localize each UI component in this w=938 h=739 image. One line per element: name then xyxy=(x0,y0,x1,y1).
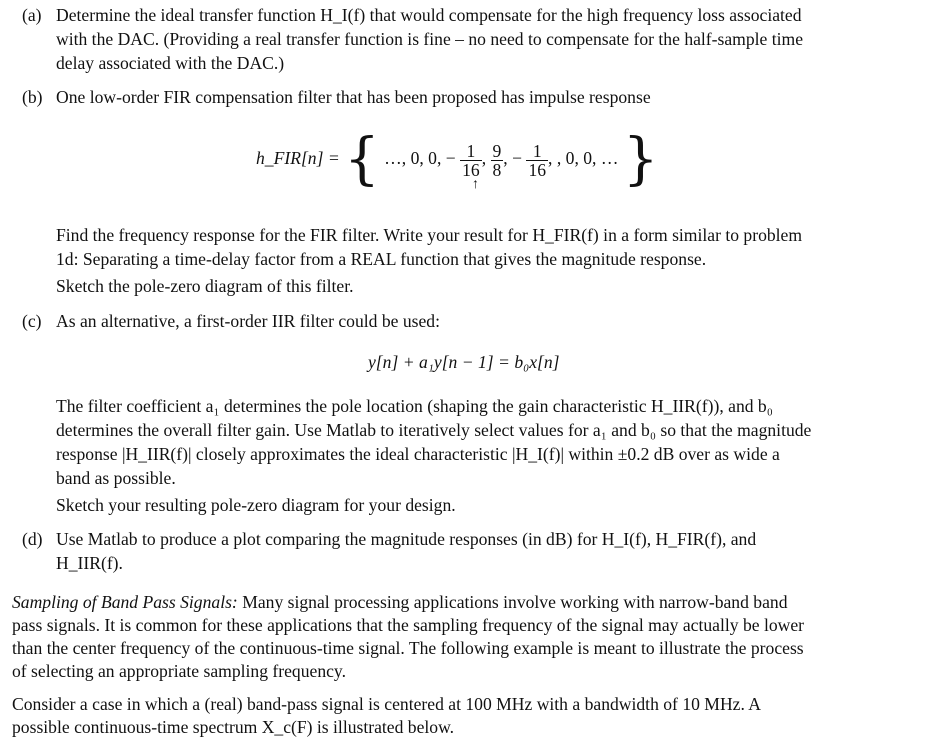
part-a-line1: Determine the ideal transfer function H_I(f) that would compensate for the high frequency loss associated xyxy=(56,5,802,25)
sampling-paragraph xyxy=(12,591,900,683)
fir-eq-lhs: h_FIR[n] = xyxy=(256,148,340,169)
part-c-p4: band as possible. xyxy=(56,468,176,488)
part-c-sketch: Sketch your resulting pole-zero diagram for your design. xyxy=(56,495,456,515)
fir-eq-mid: − xyxy=(512,148,523,169)
fir-eq-prefix: …, 0, 0, − xyxy=(384,148,456,169)
fir-equation: h_FIR[n] = { …, 0, 0, − $\frac{1}{16}$ , $\frac{9}{8}$ , − $\frac{1}{16}$ , , 0, 0, … } xyxy=(256,127,659,192)
sampling-heading: Sampling of Band Pass Signals: xyxy=(12,592,238,612)
consider-line2: possible continuous-time spectrum X_c(F) is illustrated below. xyxy=(12,717,455,737)
part-a-label: (a) xyxy=(22,5,42,25)
frac-9-8: $\frac{9}{8}$ xyxy=(492,140,502,180)
consider-line1: Consider a case in which a (real) band-pass signal is centered at 100 MHz with a bandwidth of 10 MHz. A xyxy=(12,694,761,714)
part-d-label: (d) xyxy=(22,529,43,549)
part-b-find2: 1d: Separating a time-delay factor from a REAL function that gives the magnitude response. xyxy=(56,249,707,269)
part-a-line2: with the DAC. (Providing a real transfer function is fine – no need to compensate for the half-sample time xyxy=(56,29,804,49)
frac-1-16: $\frac{1}{16}$ xyxy=(462,140,480,180)
sampling-line4: of selecting an appropriate sampling frequency. xyxy=(12,661,346,681)
part-b-find1: Find the frequency response for the FIR filter. Write your result for H_FIR(f) in a form similar to problem xyxy=(56,225,803,245)
right-brace: } xyxy=(622,127,659,192)
fir-eq-suffix: , 0, 0, … xyxy=(556,148,619,169)
frac-1-16-b: $\frac{1}{16}$ xyxy=(528,140,547,180)
part-c-intro: As an alternative, a first-order IIR filter could be used: xyxy=(56,311,440,331)
part-d-line1: Use Matlab to produce a plot comparing the magnitude responses (in dB) for H_I(f), H_FIR(f), and xyxy=(56,529,757,549)
index-arrow: ↑ xyxy=(472,177,479,192)
iir-equation: y[n] + a₁y[n − 1] = b₀x[n] xyxy=(368,352,560,372)
part-b-label: (b) xyxy=(22,87,43,107)
part-b-sketch: Sketch the pole-zero diagram of this filter. xyxy=(56,276,354,296)
sampling-line2: pass signals. It is common for these applications that the sampling frequency of the signal may actually be lower xyxy=(12,615,805,635)
part-d-line2: H_IIR(f). xyxy=(56,553,123,573)
sampling-line3: than the center frequency of the continuous-time signal. The following example is meant to illustrate the process xyxy=(12,638,804,658)
part-a-line3: delay associated with the DAC.) xyxy=(56,53,285,73)
part-c-p1: The filter coefficient a₁ determines the pole location (shaping the gain characteristic H_IIR(f)), and b₀ xyxy=(56,396,773,416)
left-brace: { xyxy=(344,127,380,192)
consider-paragraph xyxy=(12,693,900,739)
part-c-p3: response |H_IIR(f)| closely approximates the ideal characteristic |H_I(f)| within ±0.2 dB over as wide a xyxy=(56,444,780,464)
part-b-intro: One low-order FIR compensation filter that has been proposed has impulse response xyxy=(56,87,651,107)
part-c-label: (c) xyxy=(22,311,42,331)
sampling-line1: Sampling of Band Pass Signals: Many signal processing applications involve working with narrow-band band xyxy=(12,592,788,612)
part-c-p2: determines the overall filter gain. Use Matlab to iteratively select values for a₁ and b₀ so that the magnitude xyxy=(56,420,812,440)
